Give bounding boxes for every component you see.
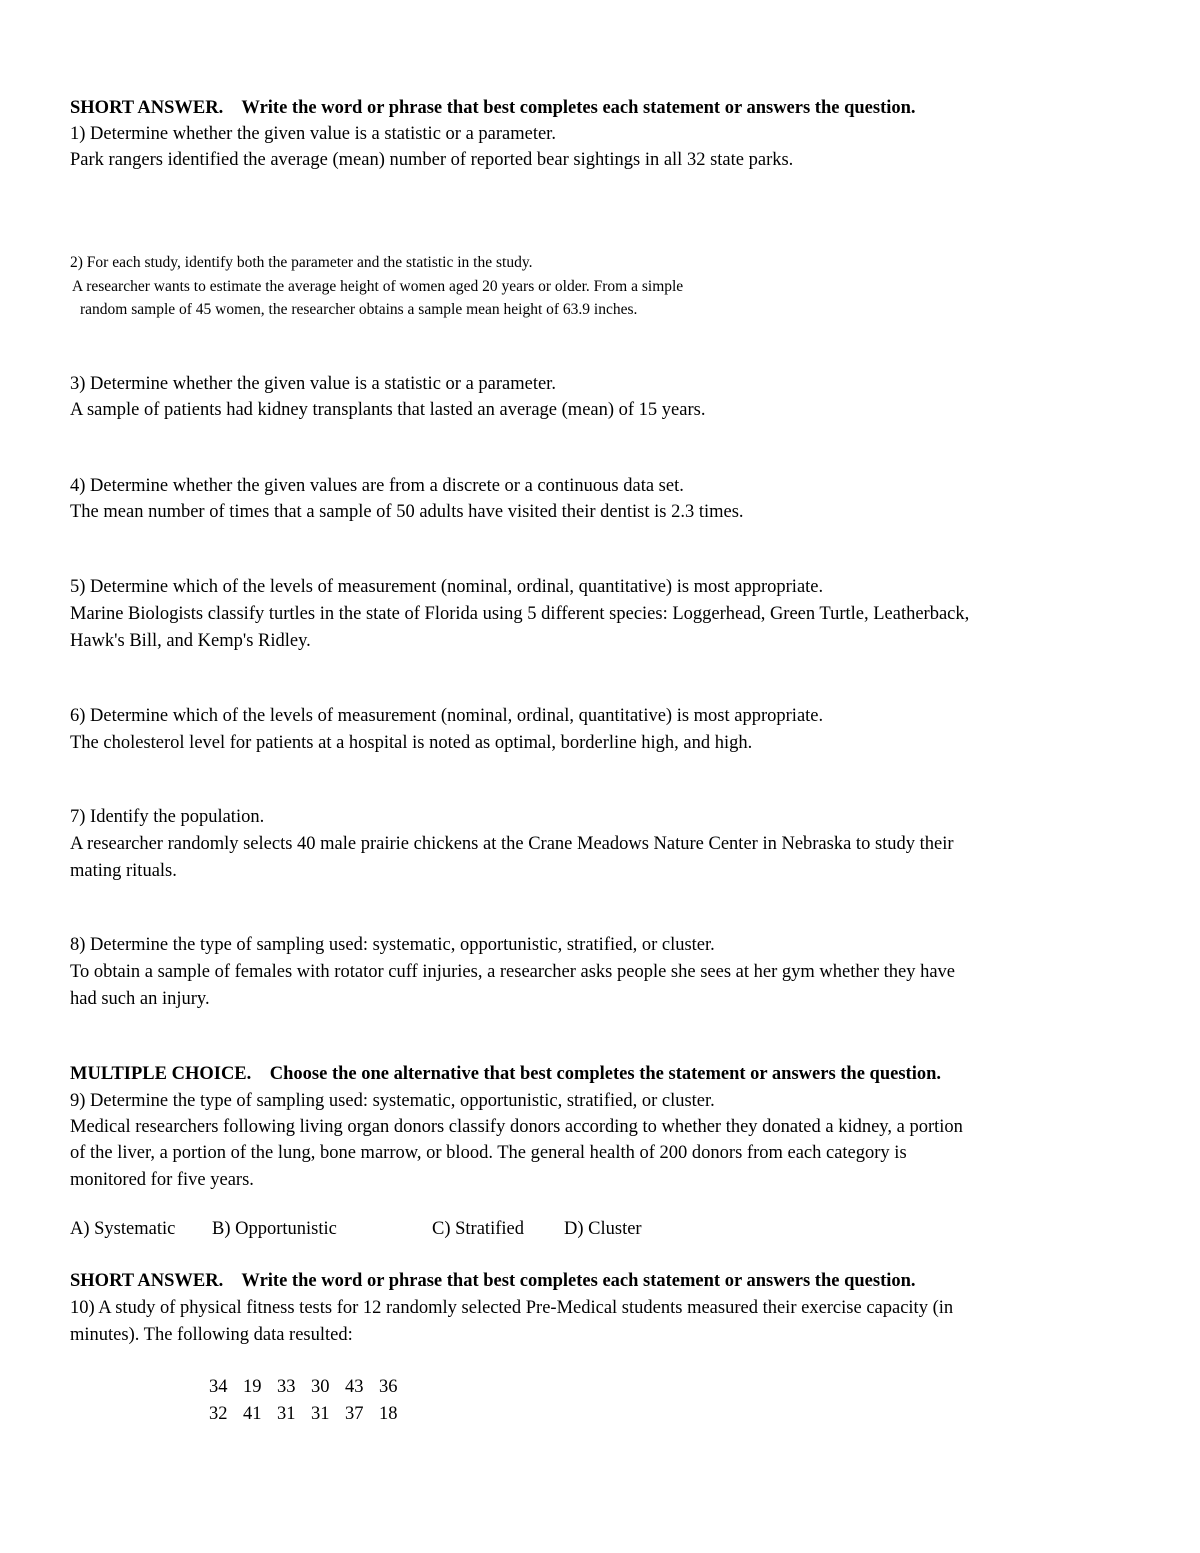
section-header-short-answer-1 xyxy=(70,95,916,121)
data-value: 31 xyxy=(277,1404,296,1424)
question-10-prompt: 10) A study of physical fitness tests for 12 randomly selected Pre-Medical students measured their exercise capacity (in xyxy=(70,1298,954,1318)
section-label: SHORT ANSWER. xyxy=(70,98,224,118)
data-row-1 xyxy=(209,1374,413,1400)
question-6-prompt: 6) Determine which of the levels of measurement (nominal, ordinal, quantitative) is most appropriate. xyxy=(70,706,824,726)
section-instruction: Choose the one alternative that best completes the statement or answers the question. xyxy=(269,1064,942,1084)
choice-c: C) Stratified xyxy=(432,1219,524,1239)
data-value: 31 xyxy=(311,1404,330,1424)
question-5-text: Marine Biologists classify turtles in the state of Florida using 5 different species: Loggerhead, Green Turtle, Leatherback, xyxy=(70,604,970,624)
choice-b: B) Opportunistic xyxy=(212,1219,337,1239)
question-10-text: minutes). The following data resulted: xyxy=(70,1325,353,1345)
data-value: 18 xyxy=(379,1404,398,1424)
question-7-prompt: 7) Identify the population. xyxy=(70,807,265,827)
data-value: 33 xyxy=(277,1377,296,1397)
question-9-text: of the liver, a portion of the lung, bone marrow, or blood. The general health of 200 donors from each category is xyxy=(70,1143,907,1163)
data-value: 41 xyxy=(243,1404,262,1424)
question-4-prompt: 4) Determine whether the given values are from a discrete or a continuous data set. xyxy=(70,476,684,496)
section-instruction: Write the word or phrase that best completes each statement or answers the question. xyxy=(241,1271,916,1291)
question-2-text: A researcher wants to estimate the average height of women aged 20 years or older. From a simple xyxy=(72,278,684,295)
question-9-text: Medical researchers following living organ donors classify donors according to whether they donated a kidney, a portion xyxy=(70,1117,963,1137)
question-2-prompt: 2) For each study, identify both the parameter and the statistic in the study. xyxy=(70,254,533,271)
data-value: 43 xyxy=(345,1377,364,1397)
question-5-prompt: 5) Determine which of the levels of measurement (nominal, ordinal, quantitative) is most appropriate. xyxy=(70,577,824,597)
question-6-text: The cholesterol level for patients at a hospital is noted as optimal, borderline high, and high. xyxy=(70,733,753,753)
data-value: 36 xyxy=(379,1377,398,1397)
question-8-text: had such an injury. xyxy=(70,989,210,1009)
section-instruction: Write the word or phrase that best completes each statement or answers the question. xyxy=(241,98,916,118)
question-9-text: monitored for five years. xyxy=(70,1170,254,1190)
choice-d: D) Cluster xyxy=(564,1219,642,1239)
data-value: 37 xyxy=(345,1404,364,1424)
data-value: 19 xyxy=(243,1377,262,1397)
data-value: 34 xyxy=(209,1377,228,1397)
question-8-prompt: 8) Determine the type of sampling used: systematic, opportunistic, stratified, or cluster. xyxy=(70,935,715,955)
question-7-text: A researcher randomly selects 40 male prairie chickens at the Crane Meadows Nature Center in Nebraska to study their xyxy=(70,834,954,854)
question-9-prompt: 9) Determine the type of sampling used: systematic, opportunistic, stratified, or cluster. xyxy=(70,1091,715,1111)
question-1-prompt: 1) Determine whether the given value is a statistic or a parameter. xyxy=(70,124,556,144)
question-9-choices xyxy=(70,1216,642,1242)
choice-a: A) Systematic xyxy=(70,1219,176,1239)
section-header-multiple-choice xyxy=(70,1061,941,1087)
question-1-text: Park rangers identified the average (mean) number of reported bear sightings in all 32 state parks. xyxy=(70,150,794,170)
data-row-2 xyxy=(209,1401,413,1427)
question-4-text: The mean number of times that a sample of 50 adults have visited their dentist is 2.3 times. xyxy=(70,502,744,522)
data-value: 32 xyxy=(209,1404,228,1424)
section-header-short-answer-2 xyxy=(70,1268,916,1294)
section-label: MULTIPLE CHOICE. xyxy=(70,1064,252,1084)
question-7-text: mating rituals. xyxy=(70,861,177,881)
question-2-text: random sample of 45 women, the researcher obtains a sample mean height of 63.9 inches. xyxy=(80,301,638,318)
data-value: 30 xyxy=(311,1377,330,1397)
question-8-text: To obtain a sample of females with rotator cuff injuries, a researcher asks people she sees at her gym whether they have xyxy=(70,962,956,982)
question-3-text: A sample of patients had kidney transplants that lasted an average (mean) of 15 years. xyxy=(70,400,706,420)
section-label: SHORT ANSWER. xyxy=(70,1271,224,1291)
question-3-prompt: 3) Determine whether the given value is a statistic or a parameter. xyxy=(70,374,556,394)
question-5-text: Hawk's Bill, and Kemp's Ridley. xyxy=(70,631,311,651)
